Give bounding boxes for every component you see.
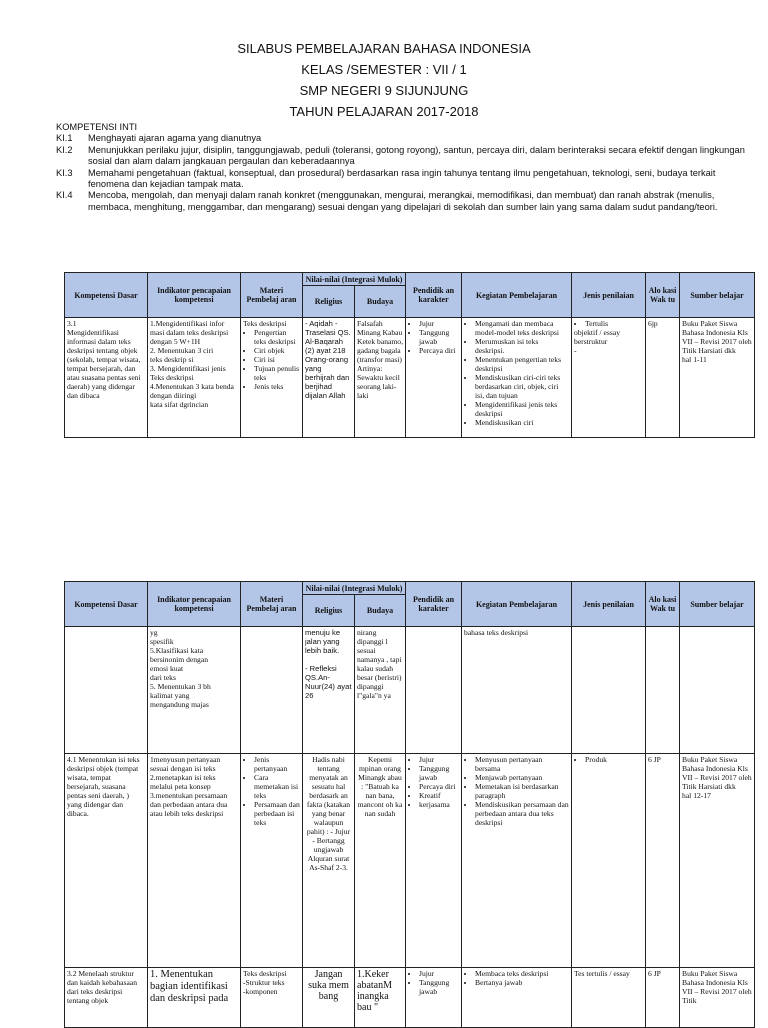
header-religius: Religius	[303, 595, 355, 627]
ki-text: Menghayati ajaran agama yang dianutnya	[88, 133, 262, 144]
alokasi-cell: 6 JP	[646, 754, 680, 968]
header-alokasi: Alo kasi Wak tu	[646, 582, 680, 627]
header-kd: Kompetensi Dasar	[65, 582, 148, 627]
header-sumber: Sumber belajar	[680, 273, 755, 318]
jenis-cell	[572, 318, 646, 438]
list-item: • Mendiskusikan persamaan dan perbedaan antara dua teks deskripsi	[475, 800, 569, 827]
list-item: • Ciri isi	[254, 355, 300, 364]
kd-cell	[65, 627, 148, 754]
header-kegiatan: Kegiatan Pembelajaran	[462, 582, 572, 627]
list-item: • Tujuan penulis teks	[254, 364, 300, 382]
ki-item	[56, 145, 746, 168]
materi-cell	[241, 318, 303, 438]
header-nilai: Nilai-nilai (Integrasi Mulok)	[303, 582, 406, 595]
jenis-cell	[572, 627, 646, 754]
table-row	[65, 754, 755, 968]
header-school: SMP NEGERI 9 SIJUNJUNG	[299, 83, 469, 98]
list-item: • kerjasama	[419, 800, 459, 809]
header-class-semester: KELAS /SEMESTER : VII / 1	[301, 62, 467, 77]
header-pendidikan: Pendidik an karakter	[406, 582, 462, 627]
ki-code: KI.3	[56, 167, 73, 178]
kegiatan-cell	[462, 318, 572, 438]
sumber-cell: Buku Paket Siswa Bahasa Indonesia Kls VII – Revisi 2017 oleh Titik Harsiati dkk hal 1-11	[680, 318, 755, 438]
list-item: • Pengertian teks deskripsi	[254, 328, 300, 346]
header-pendidikan: Pendidik an karakter	[406, 273, 462, 318]
indikator-cell: 1menyusun pertanyaan sesuai dengan isi teks 2.menetapkan isi teks melalui peta konsep 3.menentukan persamaan dan perbedaan antara dua atau lebih teks deskripsi	[148, 754, 241, 968]
table-row	[65, 968, 755, 1028]
materi-cell: Teks deskripsi -Struktur teks -komponen	[241, 968, 303, 1028]
religius-cell: Jangan suka mem bang	[303, 968, 355, 1028]
alokasi-cell	[646, 627, 680, 754]
materi-intro: Teks deskripsi	[243, 319, 287, 328]
list-item: • Percaya diri	[419, 782, 459, 791]
kegiatan-cell	[462, 754, 572, 968]
ki-code: KI.2	[56, 144, 73, 155]
kd-cell: 4.1 Menentukan isi teks deskripsi objek (tempat wisata, tempat bersejarah, suasana pentas seni daerah, ) yang didengar dan dibaca.	[65, 754, 148, 968]
budaya-cell: 1.Keker abatanM inangka bau "	[355, 968, 406, 1028]
ki-item	[56, 133, 746, 144]
alokasi-cell: 6jp	[646, 318, 680, 438]
pendidikan-cell	[406, 754, 462, 968]
syllabus-table-1	[64, 272, 755, 438]
list-item: • Tanggung jawab	[419, 764, 459, 782]
list-item: • Bertanya jawab	[475, 978, 569, 987]
jenis-cell: Tes tertulis / essay	[572, 968, 646, 1028]
kompetensi-inti-section	[56, 122, 746, 213]
religius-cell: Hadis nabi tentang menyatak an sesuatu hal berdasark an fakta (katakan yang benar walaupun pahit) : - Jujur - Bertangg ungjawab Alquran surat As-Shaf 2-3.	[303, 754, 355, 968]
header-jenis: Jenis penilaian	[572, 582, 646, 627]
list-item: • Jujur	[419, 319, 459, 328]
list-item: • Ciri objek	[254, 346, 300, 355]
list-item: • Membaca teks deskripsi	[475, 969, 569, 978]
list-item: • Percaya diri	[419, 346, 459, 355]
kd-cell: 3.1 Mengidentifikasi informasi dalam teks deskripsi tentang objek (sekolah, tempat wisata, tempat bersejarah, dan atau suasana pentas seni daerah) yang didengar dan dibaca	[65, 318, 148, 438]
list-item: • Cara memetakan isi teks	[254, 773, 300, 800]
indikator-cell: 1. Menentukan bagian identifikasi dan deskripsi pada	[148, 968, 241, 1028]
list-item: • Jenis teks	[254, 382, 300, 391]
budaya-cell: nirang dipanggi l sesuai namanya , tapi kalau sudah besar (beristri) dipanggi l"gala"n ya	[355, 627, 406, 754]
list-item: • Menentukan pengertian teks deskripsi	[475, 355, 569, 373]
sumber-cell: Buku Paket Siswa Bahasa Indonesia Kls VII – Revisi 2017 oleh Titik	[680, 968, 755, 1028]
indikator-cell: yg spesifik 5.Klasifikasi kata bersinonim dengan emosi kuat dari teks 5. Menentukan 3 bh kalimat yang mengandung majas	[148, 627, 241, 754]
religius-cell: menuju ke jalan yang lebih baik. - Refleksi QS.An-Nuur(24) ayat 26	[303, 627, 355, 754]
materi-cell	[241, 754, 303, 968]
syllabus-table-2	[64, 581, 755, 1028]
header-indikator: Indikator pencapaian kompetensi	[148, 582, 241, 627]
pendidikan-cell	[406, 627, 462, 754]
jenis-cell	[572, 754, 646, 968]
header-indikator: Indikator pencapaian kompetensi	[148, 273, 241, 318]
ki-title: KOMPETENSI INTI	[56, 122, 138, 132]
religius-cell: - Aqidah - Traselasi QS. Al-Baqarah (2) ayat 218 Orang-orang yang berhijrah dan berjihad dijalan Allah	[303, 318, 355, 438]
ki-item	[56, 190, 746, 213]
header-budaya: Budaya	[355, 595, 406, 627]
list-item: • Jujur	[419, 969, 459, 978]
materi-cell	[241, 627, 303, 754]
ki-code: KI.1	[56, 133, 73, 144]
ki-text: Memahami pengetahuan (faktual, konseptual, dan prosedural) berdasarkan rasa ingin tahunya tentang ilmu pengetahuan, teknologi, seni, budaya terkait fenomena dan kejadian tampak mata.	[88, 167, 716, 190]
sumber-cell	[680, 627, 755, 754]
list-item: • Tanggung jawab	[419, 978, 459, 996]
list-item: • Menjawab pertanyaan	[475, 773, 569, 782]
kd-cell: 3.2 Menelaah struktur dan kaidah kebahasaan dari teks deskripsi tentang objek	[65, 968, 148, 1028]
budaya-cell: Kepemi mpinan orang Minangk abau : "Batuah ka nan bana, mancont oh ka nan sudah	[355, 754, 406, 968]
header-alokasi: Alo kasi Wak tu	[646, 273, 680, 318]
header-title: SILABUS PEMBELAJARAN BAHASA INDONESIA	[237, 41, 531, 56]
pendidikan-cell	[406, 968, 462, 1028]
list-item: • Jujur	[419, 755, 459, 764]
list-item: • Mengidentifikasi jenis teks deskripsi	[475, 400, 569, 418]
list-item: • Mengamati dan membaca model-model teks deskripsi	[475, 319, 569, 337]
kegiatan-cell: bahasa teks deskripsi	[462, 627, 572, 754]
budaya-cell: Falsafah Minang Kabau Ketek banamo, gadang bagala (transfor masi) Artinya: Sewaktu kecil seorang laki-laki	[355, 318, 406, 438]
ki-item	[56, 168, 746, 191]
pendidikan-cell	[406, 318, 462, 438]
header-kegiatan: Kegiatan Pembelajaran	[462, 273, 572, 318]
header-materi: Materi Pembelaj aran	[241, 273, 303, 318]
list-item: • Jenis pertanyaan	[254, 755, 300, 773]
jenis-extra: objektif / essay berstruktur -	[574, 328, 620, 355]
list-item: • Memetakan isi berdasarkan paragraph	[475, 782, 569, 800]
list-item: • Kreatif	[419, 791, 459, 800]
kegiatan-cell	[462, 968, 572, 1028]
table-row	[65, 627, 755, 754]
ki-text: Mencoba, mengolah, dan menyaji dalam ranah konkret (menggunakan, mengurai, merangkai, memodifikasi, dan membuat) dan ranah abstrak (menulis, membaca, menghitung, menggambar, dan mengarang) sesuai dengan yang dipelajari di sekolah dan sumber lain yang sama dalam sudut pandang/teori.	[88, 190, 718, 212]
list-item: • Persamaan dan perbedaan isi teks	[254, 800, 300, 827]
header-kd: Kompetensi Dasar	[65, 273, 148, 318]
header-academic-year: TAHUN PELAJARAN 2017-2018	[289, 104, 479, 119]
header-nilai: Nilai-nilai (Integrasi Mulok)	[303, 273, 406, 286]
ki-code: KI.4	[56, 190, 73, 201]
list-item: • Tanggung jawab	[419, 328, 459, 346]
list-item: • Mendiskusikan ciri-ciri teks berdasarkan ciri, objek, ciri isi, dan tujuan	[475, 373, 569, 400]
list-item: • Merumuskan isi teks deskripsi.	[475, 337, 569, 355]
header-budaya: Budaya	[355, 286, 406, 318]
list-item: • Menyusun pertanyaan bersama	[475, 755, 569, 773]
indikator-cell: 1.Mengidentifikasi infor masi dalam teks deskripsi dengan 5 W+1H 2. Menentukan 3 ciri teks deskrip si 3. Mengidentifikasi jenis Teks deskripsi 4.Menentukan 3 kata benda dengan diiringi kata sifat dgrincian	[148, 318, 241, 438]
list-item: • Produk	[585, 755, 643, 764]
document-header	[0, 38, 768, 122]
list-item: • Tertulis	[585, 319, 643, 328]
sumber-cell: Buku Paket Siswa Bahasa Indonesia Kls VII – Revisi 2017 oleh Titik Harsiati dkk hal 12-17	[680, 754, 755, 968]
table-row	[65, 318, 755, 438]
header-materi: Materi Pembelaj aran	[241, 582, 303, 627]
header-sumber: Sumber belajar	[680, 582, 755, 627]
header-religius: Religius	[303, 286, 355, 318]
header-jenis: Jenis penilaian	[572, 273, 646, 318]
alokasi-cell: 6 JP	[646, 968, 680, 1028]
ki-text: Menunjukkan perilaku jujur, disiplin, tanggungjawab, peduli (toleransi, gotong royong), santun, percaya diri, dalam berinteraksi secara efektif dengan lingkungan sosial dan alam dalam jangkauan pergaulan dan keberadaannya	[88, 144, 745, 167]
list-item: • Mendiskusikan ciri	[475, 418, 569, 427]
